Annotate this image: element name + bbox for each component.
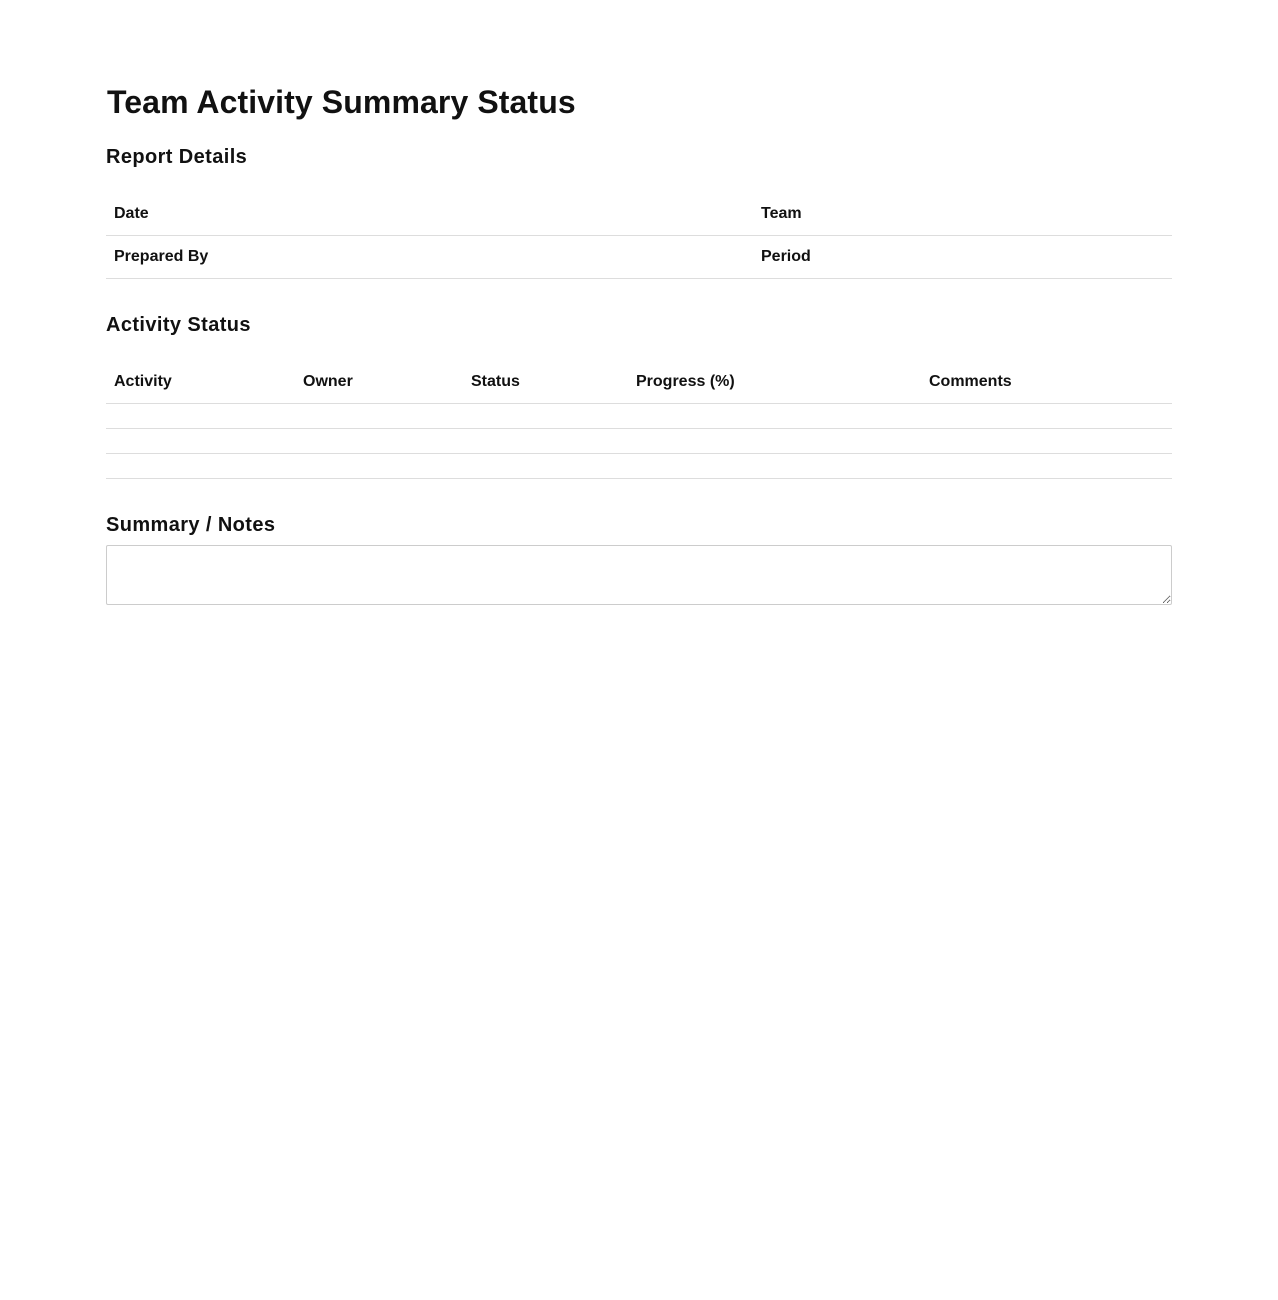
activity-status-heading: Activity Status [106, 314, 251, 336]
comments-cell [921, 429, 1172, 454]
column-header-activity: Activity [106, 361, 295, 404]
table-row [106, 429, 1172, 454]
owner-cell [295, 429, 463, 454]
activity-cell [106, 454, 295, 479]
activity-header-row [106, 361, 1172, 404]
owner-cell [295, 404, 463, 429]
comments-cell [921, 454, 1172, 479]
table-row [106, 454, 1172, 479]
status-cell [463, 429, 628, 454]
details-row-preparedby-period [106, 236, 1172, 279]
column-header-progress: Progress (%) [628, 361, 921, 404]
report-details-heading: Report Details [106, 146, 248, 168]
comments-cell [921, 404, 1172, 429]
page-title: Team Activity Summary Status [107, 84, 576, 120]
summary-notes-textarea[interactable] [106, 545, 1172, 605]
table-row [106, 404, 1172, 429]
period-label: Period [754, 236, 1172, 279]
column-header-comments: Comments [921, 361, 1172, 404]
progress-cell [628, 429, 921, 454]
summary-notes-heading: Summary / Notes [106, 514, 276, 536]
report-details-table [106, 193, 1172, 279]
prepared-by-label: Prepared By [106, 236, 754, 279]
date-label: Date [106, 193, 754, 236]
status-cell [463, 454, 628, 479]
activity-cell [106, 429, 295, 454]
activity-cell [106, 404, 295, 429]
progress-cell [628, 404, 921, 429]
report-page [106, 0, 1172, 605]
owner-cell [295, 454, 463, 479]
activity-status-table [106, 361, 1172, 479]
status-cell [463, 404, 628, 429]
column-header-status: Status [463, 361, 628, 404]
column-header-owner: Owner [295, 361, 463, 404]
details-row-date-team [106, 193, 1172, 236]
team-label: Team [754, 193, 1172, 236]
progress-cell [628, 454, 921, 479]
